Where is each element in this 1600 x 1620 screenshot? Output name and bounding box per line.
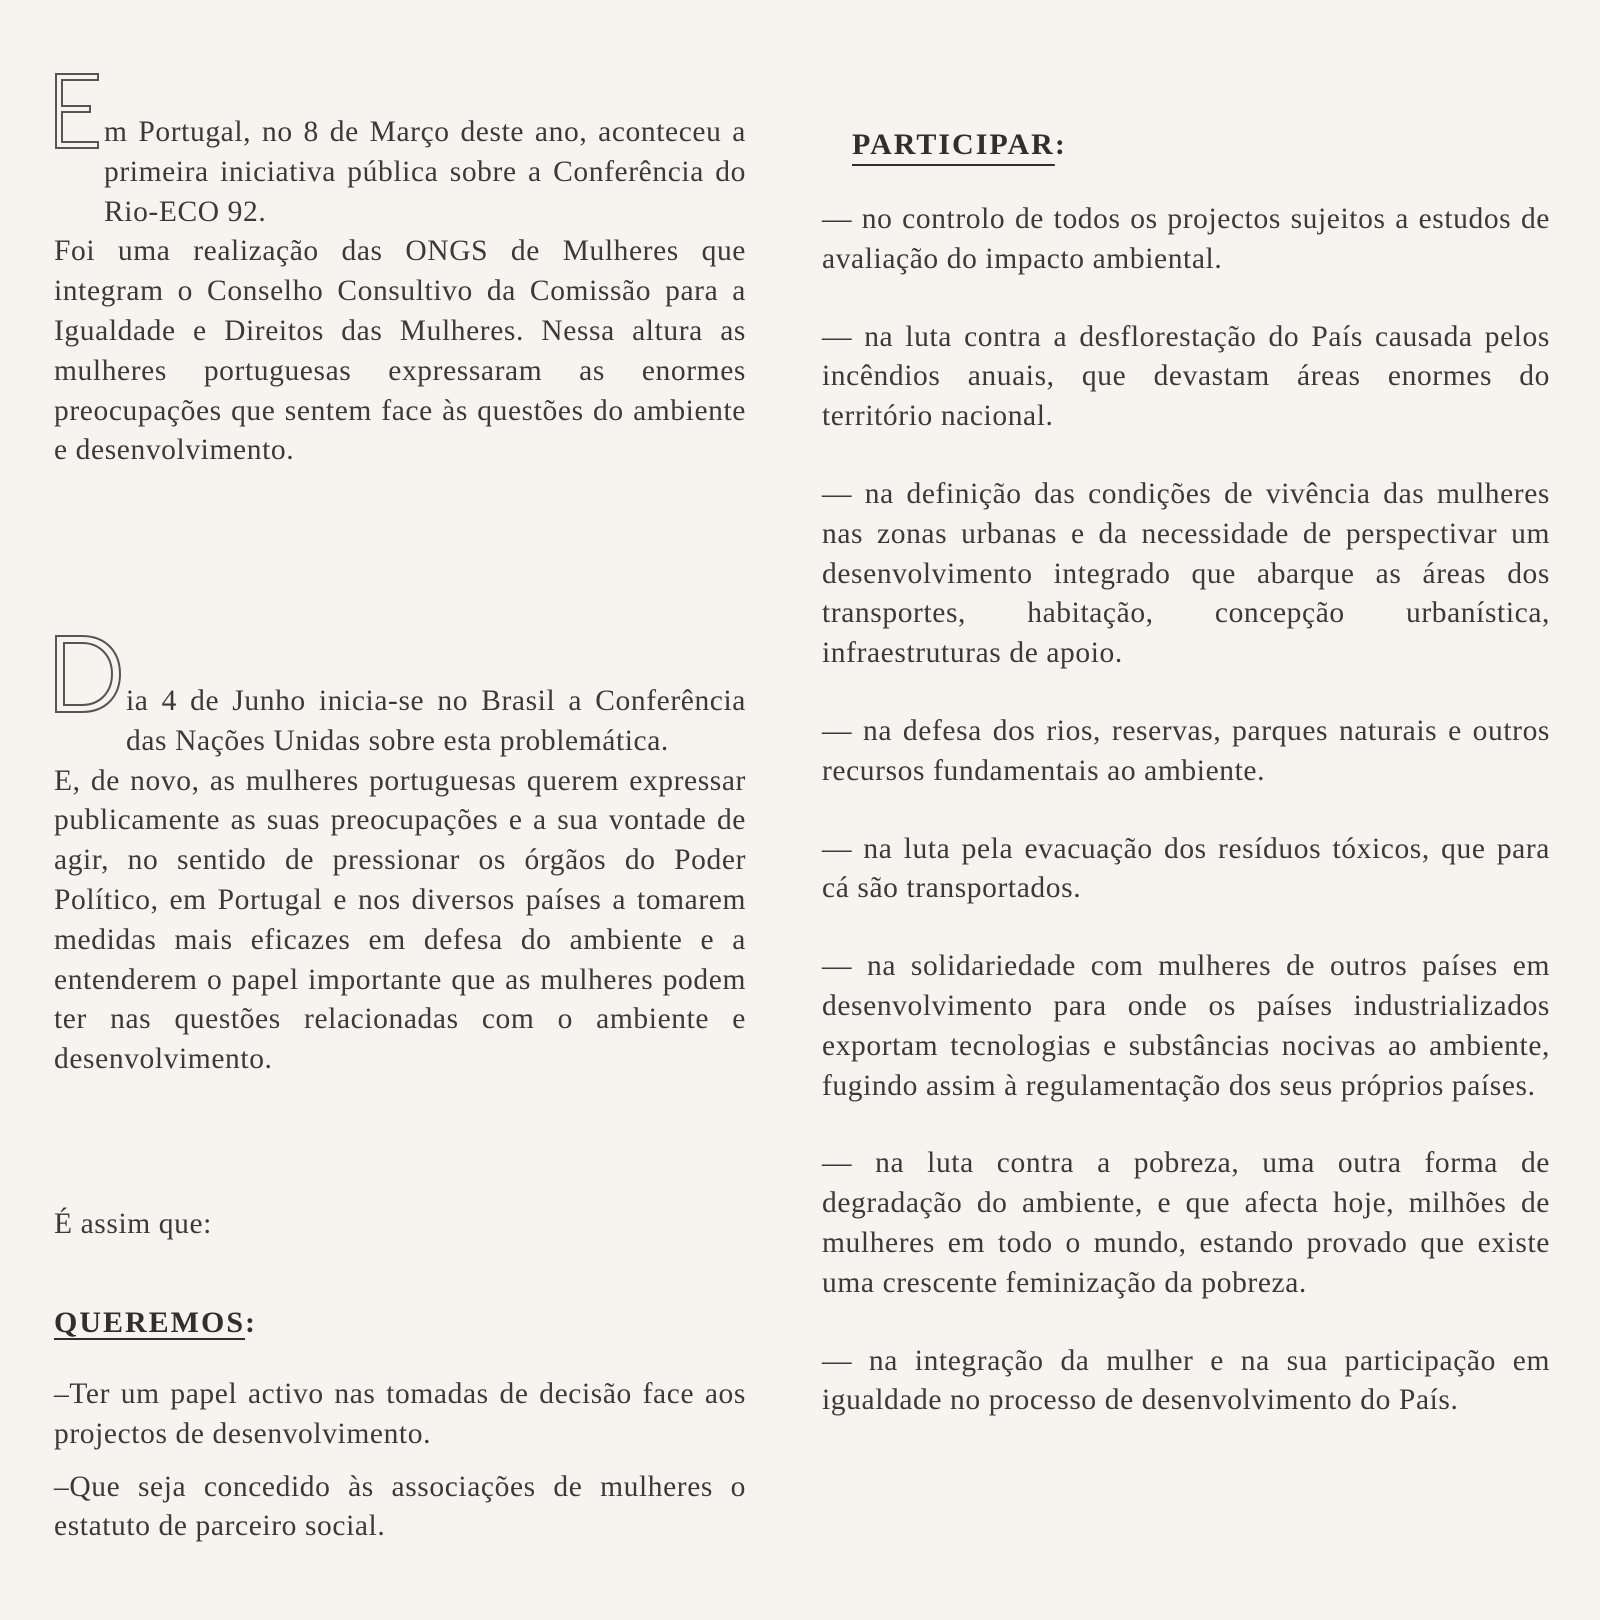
list-item: — no controlo de todos os projectos sujeitos a estudos de avaliação do impacto ambiental. [822,203,1550,275]
list-item: — na luta pela evacuação dos resíduos tóxicos, que para cá são transportados. [822,832,1550,905]
queremos-heading [54,1306,257,1340]
participar-heading-colon: : [1054,128,1067,161]
list-item: — na integração da mulher e na sua participação em igualdade no processo de desenvolvimento do País. [822,1344,1550,1417]
list-item: –Ter um papel activo nas tomadas de decisão face aos projectos de desenvolvimento. [54,1378,746,1450]
participar-heading [852,128,1067,162]
conference-paragraph-first: ia 4 de Junho inicia-se no Brasil a Conferência das Nações Unidas sobre esta problemática. [126,685,746,757]
list-item: — na luta contra a pobreza, uma outra forma de degradação do ambiente, e que afecta hoje, milhões de mulheres em todo o mundo, estando provado que existe uma crescente feminização da pobreza. [822,1147,1550,1299]
list-item: — na solidariedade com mulheres de outros países em desenvolvimento para onde os países industrializados exportam tecnologias e substâncias nocivas ao ambiente, fugindo assim à regulamentação dos seus próprios países. [822,950,1550,1102]
queremos-heading-text: QUEREMOS [54,1306,246,1339]
assim-que: É assim que: [54,1208,212,1240]
list-item: — na defesa dos rios, reservas, parques naturais e outros recursos fundamentais ao ambiente. [822,714,1550,787]
intro-paragraph-rest: Foi uma realização das ONGS de Mulheres que integram o Conselho Consultivo da Comissão para a Igualdade e Direitos das Mulheres. Nessa altura as mulheres portuguesas expressaram as enormes preocupações que sentem face às questões do ambiente e desenvolvimento. [54,235,746,467]
list-item: — na definição das condições de vivência das mulheres nas zonas urbanas e da necessidade de perspectivar um desenvolvimento integrado que abarque as áreas dos transportes, habitação, concepção urbanística, infraestruturas de apoio. [822,477,1550,670]
conference-paragraph-rest: E, de novo, as mulheres portuguesas querem expressar publicamente as suas preocupações e a sua vontade de agir, no sentido de pressionar os órgãos do Poder Político, em Portugal e nos diversos países a tomarem medidas mais eficazes em defesa do ambiente e a entenderem o papel importante que as mulheres podem ter nas questões relacionadas com o ambiente e desenvolvimento. [54,764,746,1076]
intro-paragraph [54,113,746,471]
queremos-list [54,1375,746,1560]
participar-heading-text: PARTICIPAR [852,128,1055,161]
participar-list [822,200,1550,1459]
conference-paragraph [54,682,746,1080]
list-item: — na luta contra a desflorestação do País causada pelos incêndios anuais, que devastam áreas enormes do território nacional. [822,320,1550,433]
intro-paragraph-first: m Portugal, no 8 de Março deste ano, aconteceu a primeira iniciativa pública sobre a Conferência do Rio-ECO 92. [104,116,746,228]
list-item: –Que seja concedido às associações de mulheres o estatuto de parceiro social. [54,1470,746,1543]
queremos-heading-colon: : [245,1306,258,1339]
